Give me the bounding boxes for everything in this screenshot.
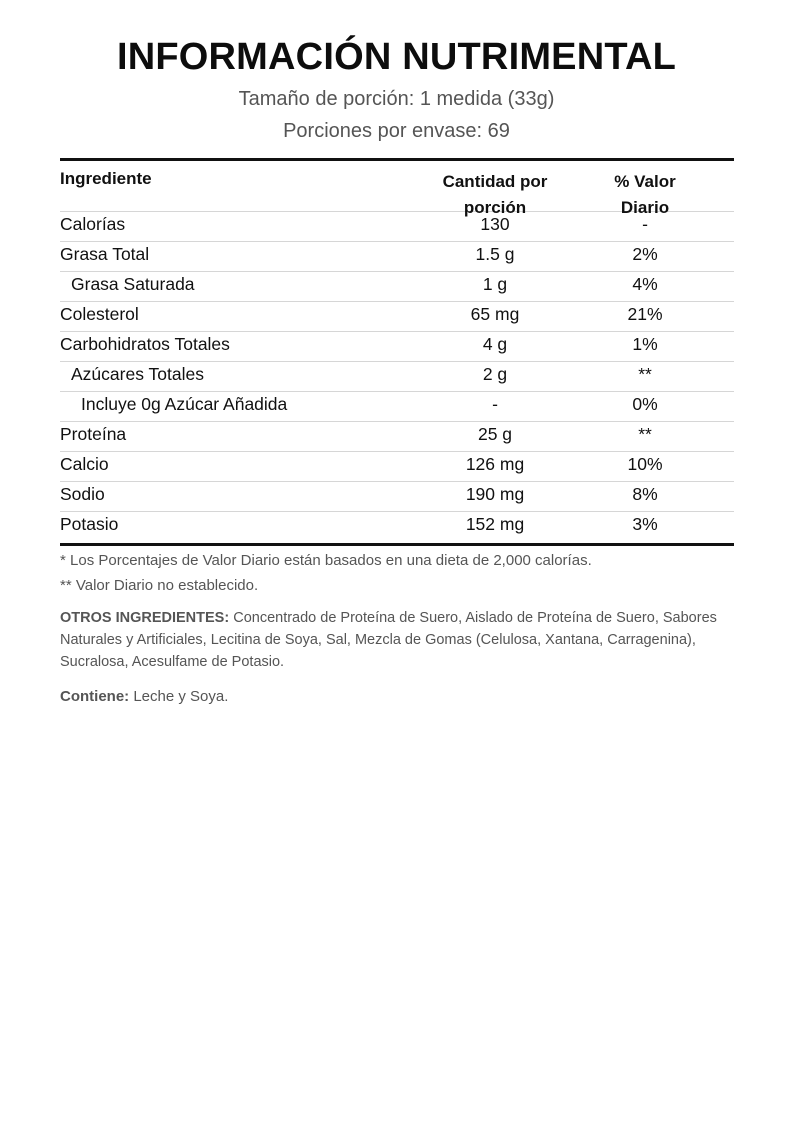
row-amount: 126 mg (465, 454, 525, 474)
header-ingredient: Ingrediente (60, 169, 152, 188)
row-ingredient: Proteína (60, 424, 127, 444)
row-daily-value: ** (638, 364, 652, 384)
row-ingredient: Incluye 0g Azúcar Añadida (81, 394, 288, 414)
row-ingredient: Sodio (60, 484, 105, 504)
table-row (60, 392, 734, 422)
table-row (60, 362, 734, 392)
table-row (60, 242, 734, 272)
row-daily-value: 4% (632, 274, 658, 294)
row-daily-value: ** (638, 424, 652, 444)
row-daily-value: 2% (632, 244, 658, 264)
page-title: INFORMACIÓN NUTRIMENTAL (116, 36, 677, 78)
row-daily-value: 3% (632, 514, 658, 534)
table-header (60, 161, 734, 217)
row-amount: 130 (480, 214, 510, 234)
contains-text: Leche y Soya. (129, 688, 229, 705)
header-daily-value: % Valor Diario (614, 172, 676, 217)
row-amount: 1 g (482, 274, 508, 294)
row-amount: 25 g (477, 424, 513, 444)
row-ingredient: Colesterol (60, 304, 139, 324)
contains-label: Contiene: (60, 688, 130, 705)
table-row (60, 482, 734, 512)
table-bottom-rule (60, 543, 734, 546)
row-ingredient: Calorías (60, 214, 126, 234)
table-row (60, 272, 734, 302)
row-ingredient: Azúcares Totales (71, 364, 204, 384)
row-ingredient: Grasa Saturada (71, 274, 195, 294)
table-row (60, 332, 734, 362)
header-amount: Cantidad por porción (442, 172, 548, 217)
row-amount: 4 g (482, 334, 508, 354)
row-amount: 1.5 g (475, 244, 515, 264)
other-ingredients (60, 607, 740, 673)
row-ingredient: Carbohidratos Totales (60, 334, 230, 354)
other-ingredients-text: Concentrado de Proteína de Suero, Aislado de Proteína de Suero, Sabores Naturales y Artificiales, Lecitina de Soya, Sal, Mezcla de Gomas (Celulosa, Xantana, Carragenina), Sucralosa, Acesulfame de Potasio. (60, 610, 717, 670)
table-row (60, 512, 734, 541)
table-row (60, 452, 734, 482)
not-established-footnote: ** Valor Diario no establecido. (60, 577, 259, 594)
row-ingredient: Grasa Total (60, 244, 150, 264)
other-ingredients-label: OTROS INGREDIENTES: (60, 610, 230, 626)
row-ingredient: Calcio (60, 454, 109, 474)
servings-per-container: Porciones por envase: 69 (283, 120, 510, 142)
row-daily-value: 0% (632, 394, 658, 414)
row-amount: - (492, 394, 498, 414)
nutrition-table (60, 158, 734, 546)
table-row (60, 422, 734, 452)
row-daily-value: 10% (627, 454, 663, 474)
row-amount: 152 mg (465, 514, 525, 534)
table-row (60, 302, 734, 332)
row-amount: 2 g (482, 364, 508, 384)
row-daily-value: - (642, 214, 648, 234)
row-daily-value: 21% (627, 304, 663, 324)
row-amount: 65 mg (470, 304, 520, 324)
table-row (60, 212, 734, 242)
row-daily-value: 1% (632, 334, 658, 354)
allergen-contains (60, 688, 740, 705)
row-daily-value: 8% (632, 484, 658, 504)
daily-value-footnote: * Los Porcentajes de Valor Diario están basados en una dieta de 2,000 calorías. (60, 552, 592, 569)
row-ingredient: Potasio (60, 514, 119, 534)
serving-size: Tamaño de porción: 1 medida (33g) (238, 88, 555, 110)
row-amount: 190 mg (465, 484, 525, 504)
